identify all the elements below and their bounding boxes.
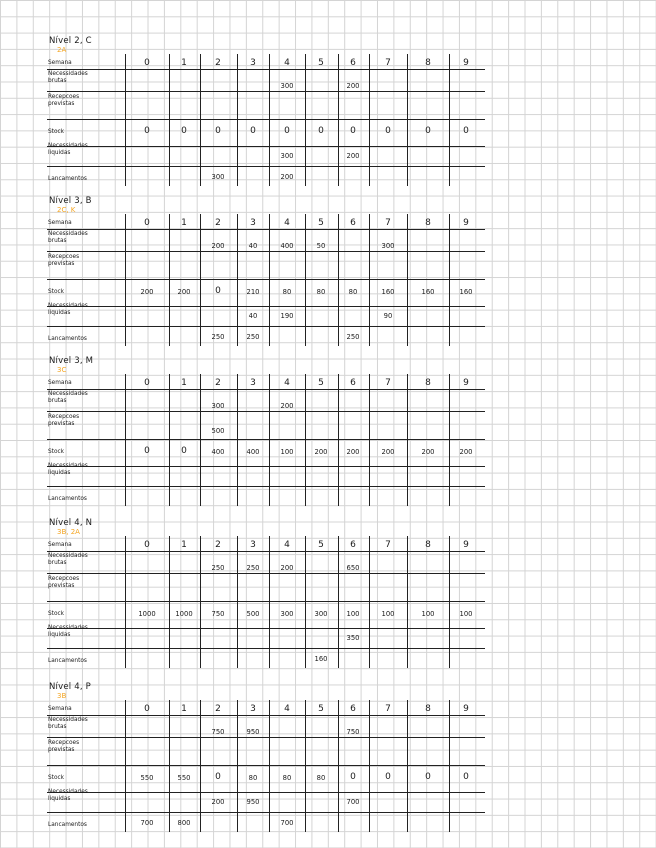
week-header: 1 — [181, 378, 187, 388]
week-header: 4 — [284, 58, 290, 68]
cell-stock: 300 — [280, 610, 294, 618]
column-divider — [407, 700, 408, 832]
row-label-necessidades-liquidas: Necessidades liquidas — [48, 143, 88, 156]
cell-lancamentos: 200 — [280, 173, 294, 181]
table-title: Nível 4, P — [49, 682, 91, 692]
row-label-recepcoes-previstas: Recepcoes previstas — [48, 576, 80, 589]
row-divider — [47, 69, 485, 70]
column-divider — [237, 374, 238, 506]
column-divider — [449, 54, 450, 186]
row-label-semana: Semana — [48, 60, 72, 66]
column-divider — [237, 54, 238, 186]
mrp-table-4 — [0, 518, 656, 678]
cell-stock: 100 — [346, 610, 360, 618]
column-divider — [169, 536, 170, 668]
week-header: 1 — [181, 58, 187, 68]
column-divider — [449, 374, 450, 506]
cell-stock: 0 — [250, 126, 256, 136]
week-header: 9 — [463, 704, 469, 714]
week-header: 1 — [181, 540, 187, 550]
cell-lancamentos: 700 — [140, 819, 154, 827]
column-divider — [407, 536, 408, 668]
week-header: 2 — [215, 378, 221, 388]
row-label-semana: Semana — [48, 380, 72, 386]
cell-stock: 200 — [314, 448, 328, 456]
row-divider — [47, 411, 485, 412]
cell-stock: 200 — [346, 448, 360, 456]
week-header: 9 — [463, 540, 469, 550]
cell-stock: 300 — [314, 610, 328, 618]
week-header: 4 — [284, 218, 290, 228]
week-header: 4 — [284, 540, 290, 550]
cell-necessidades-liquidas: 700 — [346, 798, 360, 806]
week-header: 5 — [318, 540, 324, 550]
week-header: 8 — [425, 58, 431, 68]
week-header: 3 — [250, 378, 256, 388]
cell-stock: 0 — [181, 446, 187, 456]
cell-stock: 0 — [385, 126, 391, 136]
row-divider — [47, 466, 485, 467]
column-divider — [269, 700, 270, 832]
row-divider — [47, 601, 485, 602]
row-divider — [47, 389, 485, 390]
cell-lancamentos: 160 — [314, 655, 328, 663]
row-label-stock: Stock — [48, 129, 65, 135]
cell-stock: 0 — [463, 772, 469, 782]
row-label-recepcoes-previstas: Recepcoes previstas — [48, 414, 80, 427]
row-divider — [47, 573, 485, 574]
cell-necessidades-liquidas: 200 — [346, 152, 360, 160]
cell-necessidades-liquidas: 40 — [248, 312, 258, 320]
cell-lancamentos: 250 — [211, 333, 225, 341]
cell-recepcoes-previstas: 500 — [211, 427, 225, 435]
cell-stock: 100 — [459, 610, 473, 618]
cell-stock: 200 — [140, 288, 154, 296]
week-header: 3 — [250, 540, 256, 550]
cell-necessidades-brutas: 750 — [346, 728, 360, 736]
cell-necessidades-brutas: 300 — [211, 402, 225, 410]
row-label-lancamentos: Lancamentos — [48, 658, 87, 664]
column-divider — [125, 536, 126, 668]
cell-necessidades-brutas: 400 — [280, 242, 294, 250]
cell-stock: 550 — [177, 774, 191, 782]
column-divider — [449, 214, 450, 346]
column-divider — [169, 700, 170, 832]
cell-necessidades-brutas: 950 — [246, 728, 260, 736]
week-header: 3 — [250, 58, 256, 68]
mrp-table-2 — [0, 196, 656, 356]
week-header: 7 — [385, 378, 391, 388]
row-label-necessidades-brutas: Necessidades brutas — [48, 391, 88, 404]
cell-stock: 400 — [211, 448, 225, 456]
cell-necessidades-brutas: 40 — [248, 242, 258, 250]
column-divider — [369, 214, 370, 346]
row-divider — [47, 715, 485, 716]
cell-necessidades-brutas: 200 — [346, 82, 360, 90]
column-divider — [200, 700, 201, 832]
week-header: 0 — [144, 218, 150, 228]
cell-necessidades-brutas: 300 — [280, 82, 294, 90]
week-header: 7 — [385, 58, 391, 68]
cell-necessidades-liquidas: 350 — [346, 634, 360, 642]
week-header: 8 — [425, 704, 431, 714]
row-label-lancamentos: Lancamentos — [48, 822, 87, 828]
cell-stock: 0 — [181, 126, 187, 136]
cell-stock: 0 — [350, 126, 356, 136]
cell-stock: 200 — [459, 448, 473, 456]
week-header: 4 — [284, 378, 290, 388]
week-header: 6 — [350, 58, 356, 68]
parent-note: 3B — [57, 692, 67, 700]
column-divider — [305, 374, 306, 506]
cell-necessidades-liquidas: 200 — [211, 798, 225, 806]
cell-stock: 80 — [248, 774, 258, 782]
column-divider — [237, 214, 238, 346]
cell-stock: 160 — [381, 288, 395, 296]
column-divider — [369, 54, 370, 186]
week-header: 4 — [284, 704, 290, 714]
row-divider — [47, 551, 485, 552]
week-header: 0 — [144, 540, 150, 550]
week-header: 6 — [350, 378, 356, 388]
cell-necessidades-brutas: 250 — [211, 564, 225, 572]
row-divider — [47, 146, 485, 147]
row-label-stock: Stock — [48, 611, 65, 617]
column-divider — [200, 214, 201, 346]
week-header: 0 — [144, 704, 150, 714]
cell-stock: 100 — [280, 448, 294, 456]
cell-stock: 750 — [211, 610, 225, 618]
week-header: 5 — [318, 58, 324, 68]
row-divider — [47, 229, 485, 230]
parent-note: 3B, 2A — [57, 528, 80, 536]
cell-necessidades-brutas: 50 — [316, 242, 326, 250]
week-header: 6 — [350, 218, 356, 228]
cell-stock: 200 — [381, 448, 395, 456]
cell-stock: 0 — [215, 126, 221, 136]
column-divider — [407, 374, 408, 506]
row-label-recepcoes-previstas: Recepcoes previstas — [48, 740, 80, 753]
cell-stock: 0 — [215, 286, 221, 296]
column-divider — [200, 374, 201, 506]
row-divider — [47, 326, 485, 327]
week-header: 2 — [215, 58, 221, 68]
cell-necessidades-liquidas: 90 — [383, 312, 393, 320]
row-divider — [47, 737, 485, 738]
row-divider — [47, 486, 485, 487]
cell-stock: 0 — [385, 772, 391, 782]
cell-stock: 550 — [140, 774, 154, 782]
mrp-table-3 — [0, 356, 656, 516]
row-divider — [47, 648, 485, 649]
mrp-table-1 — [0, 36, 656, 196]
row-label-necessidades-brutas: Necessidades brutas — [48, 71, 88, 84]
cell-necessidades-brutas: 200 — [211, 242, 225, 250]
row-divider — [47, 765, 485, 766]
column-divider — [305, 700, 306, 832]
cell-stock: 0 — [463, 126, 469, 136]
column-divider — [305, 536, 306, 668]
cell-stock: 80 — [282, 774, 292, 782]
row-label-recepcoes-previstas: Recepcoes previstas — [48, 94, 80, 107]
row-label-necessidades-brutas: Necessidades brutas — [48, 231, 88, 244]
column-divider — [338, 214, 339, 346]
cell-lancamentos: 250 — [346, 333, 360, 341]
cell-stock: 0 — [284, 126, 290, 136]
row-label-necessidades-brutas: Necessidades brutas — [48, 553, 88, 566]
week-header: 3 — [250, 704, 256, 714]
week-header: 2 — [215, 704, 221, 714]
week-header: 0 — [144, 378, 150, 388]
row-label-stock: Stock — [48, 775, 65, 781]
week-header: 2 — [215, 218, 221, 228]
mrp-table-5 — [0, 682, 656, 842]
week-header: 9 — [463, 218, 469, 228]
column-divider — [407, 214, 408, 346]
cell-stock: 0 — [318, 126, 324, 136]
cell-necessidades-liquidas: 950 — [246, 798, 260, 806]
column-divider — [269, 374, 270, 506]
column-divider — [369, 374, 370, 506]
cell-necessidades-brutas: 200 — [280, 402, 294, 410]
cell-stock: 1000 — [138, 610, 156, 618]
row-label-necessidades-liquidas: Necessidades liquidas — [48, 789, 88, 802]
row-label-stock: Stock — [48, 289, 65, 295]
column-divider — [125, 700, 126, 832]
cell-necessidades-brutas: 250 — [246, 564, 260, 572]
column-divider — [338, 536, 339, 668]
week-header: 9 — [463, 58, 469, 68]
cell-stock: 0 — [144, 446, 150, 456]
cell-necessidades-brutas: 750 — [211, 728, 225, 736]
cell-stock: 100 — [381, 610, 395, 618]
table-title: Nível 4, N — [49, 518, 93, 528]
row-divider — [47, 306, 485, 307]
row-divider — [47, 439, 485, 440]
week-header: 9 — [463, 378, 469, 388]
cell-necessidades-liquidas: 300 — [280, 152, 294, 160]
table-title: Nível 2, C — [49, 36, 92, 46]
row-label-stock: Stock — [48, 449, 65, 455]
row-divider — [47, 628, 485, 629]
row-label-lancamentos: Lancamentos — [48, 496, 87, 502]
column-divider — [305, 54, 306, 186]
week-header: 1 — [181, 704, 187, 714]
row-divider — [47, 279, 485, 280]
parent-note: 2A — [57, 46, 67, 54]
column-divider — [449, 536, 450, 668]
cell-stock: 160 — [421, 288, 435, 296]
column-divider — [200, 54, 201, 186]
row-divider — [47, 166, 485, 167]
column-divider — [338, 54, 339, 186]
cell-stock: 0 — [215, 772, 221, 782]
row-divider — [47, 251, 485, 252]
cell-stock: 80 — [282, 288, 292, 296]
column-divider — [125, 54, 126, 186]
week-header: 3 — [250, 218, 256, 228]
week-header: 6 — [350, 704, 356, 714]
week-header: 0 — [144, 58, 150, 68]
week-header: 8 — [425, 540, 431, 550]
column-divider — [407, 54, 408, 186]
cell-stock: 200 — [421, 448, 435, 456]
cell-stock: 0 — [350, 772, 356, 782]
cell-stock: 210 — [246, 288, 260, 296]
parent-note: 3C — [57, 366, 67, 374]
column-divider — [338, 374, 339, 506]
column-divider — [449, 700, 450, 832]
row-label-necessidades-liquidas: Necessidades liquidas — [48, 625, 88, 638]
column-divider — [269, 214, 270, 346]
row-label-necessidades-liquidas: Necessidades liquidas — [48, 303, 88, 316]
column-divider — [169, 54, 170, 186]
column-divider — [369, 536, 370, 668]
column-divider — [169, 374, 170, 506]
cell-stock: 80 — [348, 288, 358, 296]
column-divider — [305, 214, 306, 346]
column-divider — [125, 214, 126, 346]
week-header: 5 — [318, 218, 324, 228]
cell-stock: 500 — [246, 610, 260, 618]
row-divider — [47, 91, 485, 92]
cell-stock: 1000 — [175, 610, 193, 618]
table-title: Nível 3, M — [49, 356, 94, 366]
row-label-recepcoes-previstas: Recepcoes previstas — [48, 254, 80, 267]
column-divider — [269, 54, 270, 186]
cell-stock: 400 — [246, 448, 260, 456]
cell-necessidades-brutas: 650 — [346, 564, 360, 572]
cell-stock: 0 — [144, 126, 150, 136]
cell-stock: 160 — [459, 288, 473, 296]
week-header: 8 — [425, 378, 431, 388]
cell-stock: 80 — [316, 288, 326, 296]
week-header: 7 — [385, 704, 391, 714]
parent-note: 2C, K — [57, 206, 76, 214]
row-label-necessidades-brutas: Necessidades brutas — [48, 717, 88, 730]
column-divider — [369, 700, 370, 832]
cell-lancamentos: 250 — [246, 333, 260, 341]
cell-stock: 200 — [177, 288, 191, 296]
row-divider — [47, 792, 485, 793]
week-header: 5 — [318, 704, 324, 714]
cell-stock: 80 — [316, 774, 326, 782]
cell-stock: 0 — [425, 772, 431, 782]
week-header: 1 — [181, 218, 187, 228]
column-divider — [269, 536, 270, 668]
cell-stock: 0 — [425, 126, 431, 136]
week-header: 6 — [350, 540, 356, 550]
table-title: Nível 3, B — [49, 196, 92, 206]
column-divider — [169, 214, 170, 346]
column-divider — [237, 536, 238, 668]
cell-stock: 100 — [421, 610, 435, 618]
column-divider — [200, 536, 201, 668]
column-divider — [338, 700, 339, 832]
row-label-semana: Semana — [48, 706, 72, 712]
row-label-lancamentos: Lancamentos — [48, 336, 87, 342]
row-divider — [47, 119, 485, 120]
week-header: 2 — [215, 540, 221, 550]
week-header: 8 — [425, 218, 431, 228]
week-header: 5 — [318, 378, 324, 388]
cell-lancamentos: 800 — [177, 819, 191, 827]
row-label-necessidades-liquidas: Necessidades liquidas — [48, 463, 88, 476]
row-label-semana: Semana — [48, 542, 72, 548]
row-label-lancamentos: Lancamentos — [48, 176, 87, 182]
column-divider — [125, 374, 126, 506]
cell-necessidades-brutas: 200 — [280, 564, 294, 572]
column-divider — [237, 700, 238, 832]
row-divider — [47, 812, 485, 813]
week-header: 7 — [385, 218, 391, 228]
row-label-semana: Semana — [48, 220, 72, 226]
cell-necessidades-brutas: 300 — [381, 242, 395, 250]
cell-necessidades-liquidas: 190 — [280, 312, 294, 320]
week-header: 7 — [385, 540, 391, 550]
cell-lancamentos: 300 — [211, 173, 225, 181]
cell-lancamentos: 700 — [280, 819, 294, 827]
